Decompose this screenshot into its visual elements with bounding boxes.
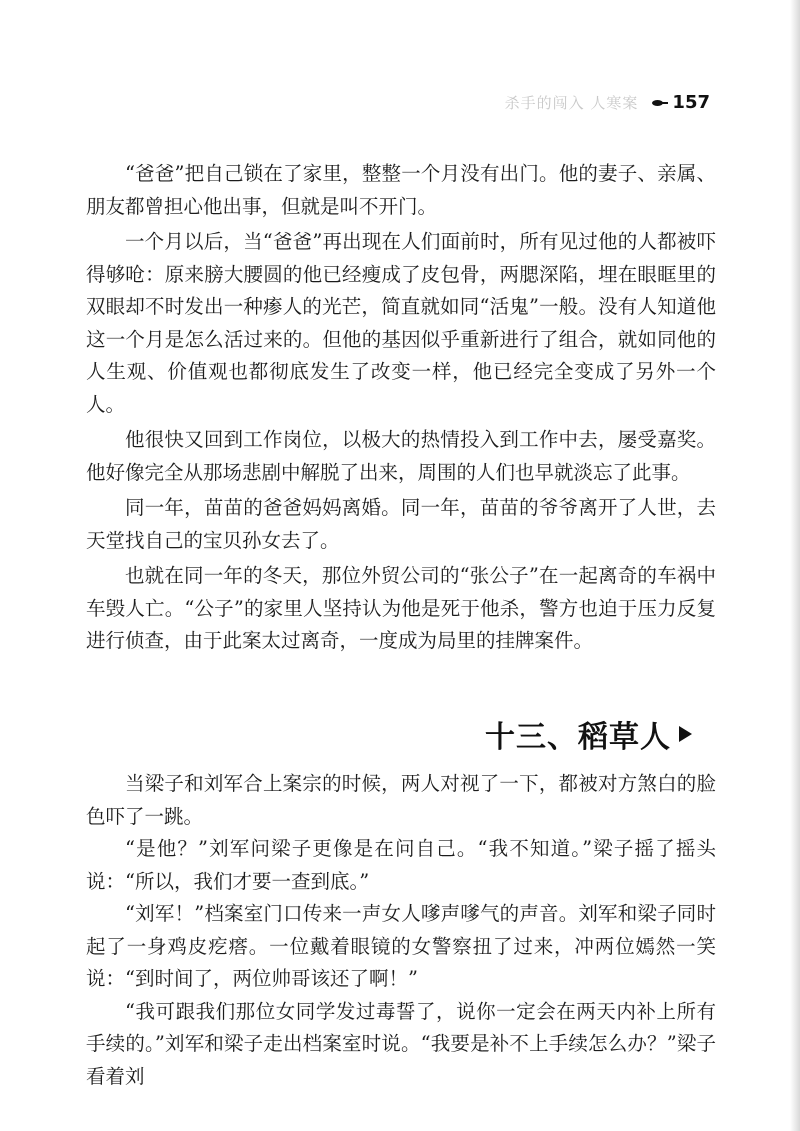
paragraph: “我可跟我们那位女同学发过毒誓了，说你一定会在两天内补上所有手续的。”刘军和梁子走出档案室时说。“我要是补不上手续怎么办？”梁子看着刘 (86, 999, 716, 1088)
page-number: 157 (672, 92, 710, 113)
page-header (505, 92, 710, 113)
paragraph: 也就在同一年的冬天，那位外贸公司的“张公子”在一起离奇的车祸中车毁人亡。“公子”的家里人坚持认为他是死于他杀，警方也迫于压力反复进行侦查，由于此案太过离奇，一度成为局里的挂牌案件。 (86, 564, 716, 652)
body-text-before-section (86, 158, 716, 661)
paragraph: 他很快又回到工作岗位，以极大的热情投入到工作中去，屡受嘉奖。他好像完全从那场悲剧中解脱了出来，周围的人们也早就淡忘了此事。 (86, 428, 716, 484)
paragraph: 一个月以后，当“爸爸”再出现在人们面前时，所有见过他的人都被吓得够呛：原来膀大腰圆的他已经瘦成了皮包骨，两腮深陷，埋在眼眶里的双眼却不时发出一种瘆人的光芒，简直就如同“活鬼”一般。没有人知道他这一个月是怎么活过来的。但他的基因似乎重新进行了组合，就如同他的人生观、价值观也都彻底发生了改变一样，他已经完全变成了另外一个人。 (86, 230, 716, 416)
paragraph: 当梁子和刘军合上案宗的时候，两人对视了一下，都被对方煞白的脸色吓了一跳。 (86, 772, 716, 828)
section-heading (485, 712, 692, 756)
paragraph: 同一年，苗苗的爸爸妈妈离婚。同一年，苗苗的爷爷离开了人世，去天堂找自己的宝贝孙女去了。 (86, 496, 716, 552)
paragraph: “是他？”刘军问梁子更像是在问自己。“我不知道。”梁子摇了摇头说：“所以，我们才要一查到底。” (86, 837, 716, 893)
page-edge-shadow (790, 0, 800, 1131)
section-title: 十三、稻草人 (485, 720, 671, 755)
paragraph: “刘军！”档案室门口传来一声女人嗲声嗲气的声音。刘军和梁子同时起了一身鸡皮疙瘩。一位戴着眼镜的女警察扭了过来，冲两位嫣然一笑说：“到时间了，两位帅哥该还了啊！” (86, 902, 716, 990)
pen-nib-icon (652, 98, 668, 108)
triangle-marker-icon (679, 726, 692, 742)
body-text-after-section (86, 768, 716, 1093)
paragraph: “爸爸”把自己锁在了家里，整整一个月没有出门。他的妻子、亲属、朋友都曾担心他出事，但就是叫不开门。 (86, 162, 716, 218)
running-title: 杀手的闯入 人寒案 (504, 94, 639, 112)
